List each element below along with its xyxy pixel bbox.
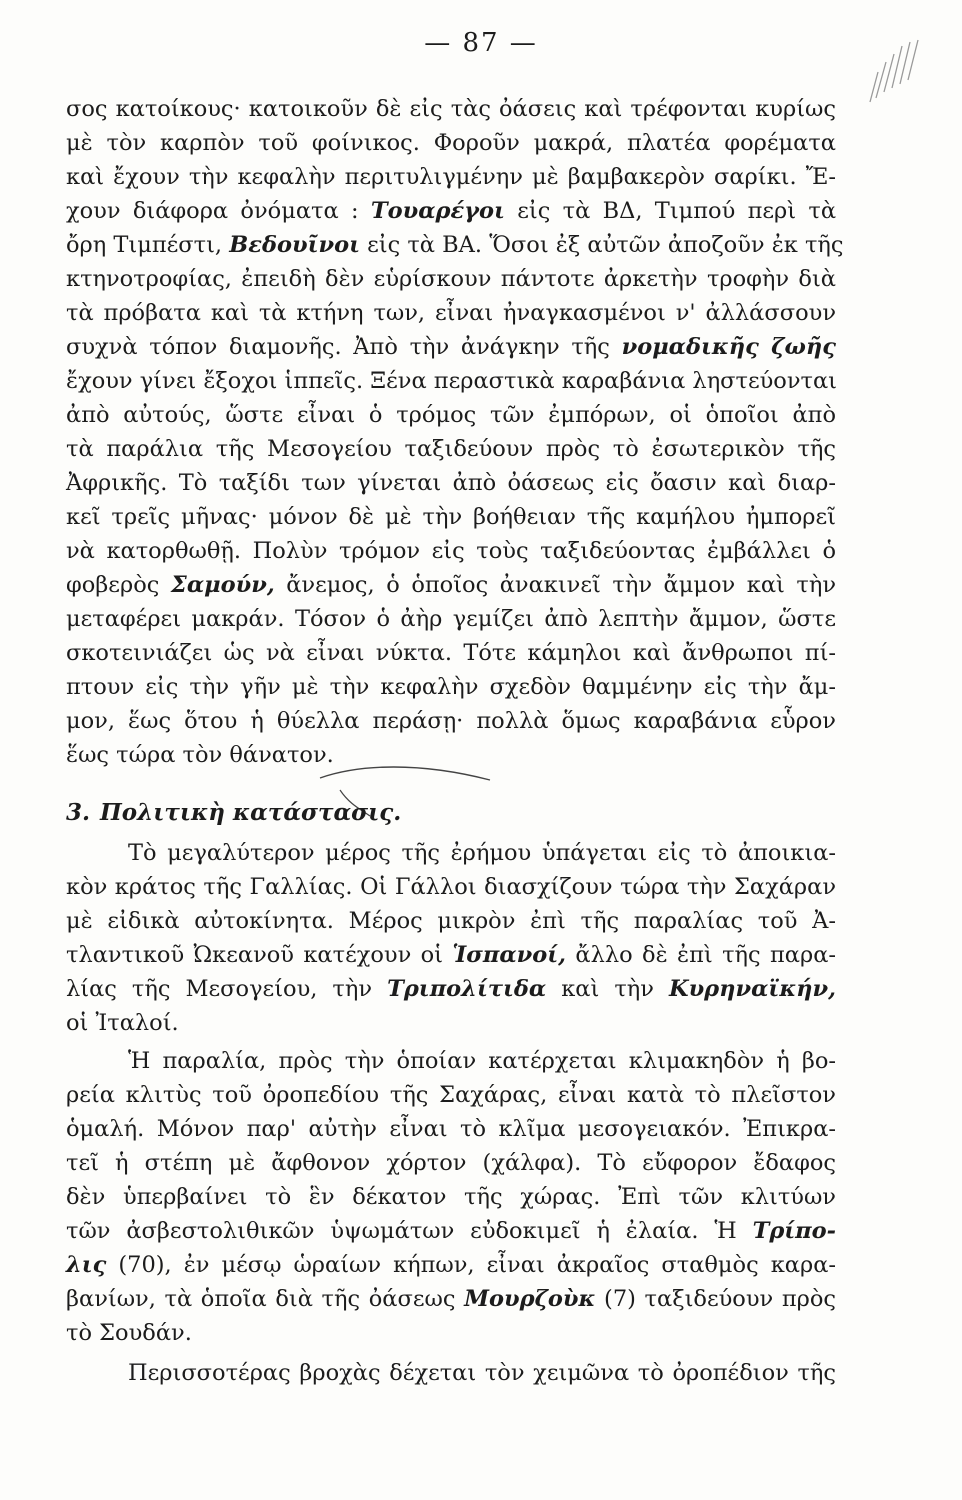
term-tripolis: Τρίπο- (752, 1218, 836, 1244)
text-line: λίας τῆς Μεσογείου, τὴν Τριπολίτιδα καὶ τὴν Κυρηναϊκήν, (66, 976, 836, 1002)
page-number: — 87 — (424, 28, 538, 58)
text-line: τὸ Σουδάν. (66, 1320, 192, 1346)
section-title: Πολιτικὴ κατάστασις. (100, 799, 402, 826)
text-line: μὲ εἰδικὰ αὐτοκίνητα. Μέρος μικρὸν ἐπὶ τῆς παραλίας τοῦ Ἀ- (66, 908, 836, 934)
text-line: Τὸ μεγαλύτερον μέρος τῆς ἐρήμου ὑπάγεται εἰς τὸ ἀποικια- (128, 840, 836, 866)
pencil-scribble-mark (860, 32, 930, 112)
text-line: μὲ τὸν καρπὸν τοῦ φοίνικος. Φοροῦν μακρά, πλατέα φορέματα (66, 130, 836, 156)
text-line: χουν διάφορα ὀνόματα : Τουαρέγοι εἰς τὰ ΒΔ, Τιμπού περὶ τὰ (66, 198, 837, 224)
term-ispanoi: Ἱσπανοί, (452, 942, 567, 968)
text-line: κὸν κράτος τῆς Γαλλίας. Οἱ Γάλλοι διασχίζουν τώρα τὴν Σαχάραν (66, 874, 836, 900)
paragraph-coast (66, 1044, 836, 1350)
section-heading (66, 796, 411, 830)
text-line: βανίων, τὰ ὁποῖα διὰ τῆς ὀάσεως Μουρζοὺκ (7) ταξιδεύουν πρὸς (66, 1286, 837, 1312)
text-line: σκοτεινιάζει ὡς νὰ εἶναι νύκτα. Τότε κάμηλοι καὶ ἄνθρωποι πί- (66, 640, 836, 666)
term-touaregoi: Τουαρέγοι (370, 198, 505, 224)
text-line: τὰ παράλια τῆς Μεσογείου ταξιδεύουν πρὸς τὸ ἐσωτερικὸν τῆς (66, 436, 836, 462)
text-line: πτουν εἰς τὴν γῆν μὲ τὴν κεφαλὴν σχεδὸν θαμμένην εἰς τὴν ἄμ- (66, 674, 836, 700)
text-line: Ἀφρικῆς. Τὸ ταξίδι των γίνεται ἀπὸ ὀάσεως εἰς ὄασιν καὶ διαρ- (66, 470, 836, 496)
text-line: κτηνοτροφίας, ἐπειδὴ δὲν εὑρίσκουν πάντοτε ἀρκετὴν τροφὴν διὰ (66, 266, 836, 292)
text-line: νὰ κατορθωθῇ. Πολὺν τρόμον εἰς τοὺς ταξιδεύοντας ἐμβάλλει ὁ (66, 538, 836, 564)
term-kyrinaiki: Κυρηναϊκήν, (669, 976, 836, 1002)
text-line: ὄρη Τιμπέστι, Βεδουῖνοι εἰς τὰ ΒΑ. Ὅσοι ἐξ αὐτῶν ἀποζοῦν ἐκ τῆς (66, 232, 844, 258)
text-line: Περισσοτέρας βροχὰς δέχεται τὸν χειμῶνα τὸ ὀροπέδιον τῆς (128, 1360, 836, 1386)
text-line: οἱ Ἰταλοί. (66, 1010, 179, 1036)
paragraph-rainfall (66, 1356, 836, 1390)
text-line: ὁμαλή. Μόνον παρ' αὐτὴν εἶναι τὸ κλῖμα μεσογειακόν. Ἐπικρα- (66, 1116, 836, 1142)
section-number: 3. (66, 799, 91, 826)
text-line: ἀπὸ αὐτούς, ὥστε εἶναι ὁ τρόμος τῶν ἐμπόρων, οἱ ὁποῖοι ἀπὸ (66, 402, 836, 428)
text-line: δὲν ὑπερβαίνει τὸ ἓν δέκατον τῆς χώρας. Ἐπὶ τῶν κλιτύων (66, 1184, 836, 1210)
paragraph-political-situation (66, 836, 836, 1040)
text-line: Ἡ παραλία, πρὸς τὴν ὁποίαν κατέρχεται κλιμακηδὸν ἡ βο- (128, 1048, 836, 1074)
text-line: κεῖ τρεῖς μῆνας· μόνον δὲ μὲ τὴν βοήθειαν τῆς καμήλου ἠμπορεῖ (66, 504, 836, 530)
text-line: ἕως τώρα τὸν θάνατον. (66, 742, 334, 768)
term-mourzouk: Μουρζοὺκ (464, 1286, 596, 1312)
text-line: τεῖ ἡ στέπη μὲ ἄφθονον χόρτον (χάλφα). Τὸ εὔφορον ἔδαφος (66, 1150, 836, 1176)
text-line: λις (70), ἐν μέσῳ ὡραίων κήπων, εἶναι ἀκραῖος σταθμὸς καρα- (66, 1252, 836, 1278)
term-tripolis-end: λις (66, 1252, 107, 1278)
term-tripolitida: Τριπολίτιδα (387, 976, 547, 1002)
text-line: σος κατοίκους· κατοικοῦν δὲ εἰς τὰς ὀάσεις καὶ τρέφονται κυρίως (66, 96, 836, 122)
paragraph-nomads (66, 92, 844, 772)
text-line: μον, ἕως ὅτου ἡ θύελλα περάσῃ· πολλὰ ὅμως καραβάνια εὗρον (66, 708, 836, 734)
term-vedouinoi: Βεδουῖνοι (229, 232, 360, 258)
text-line: συχνὰ τόπον διαμονῆς. Ἀπὸ τὴν ἀνάγκην τῆς νομαδικῆς ζωῆς (66, 334, 836, 360)
text-line: καὶ ἔχουν τὴν κεφαλὴν περιτυλιγμένην μὲ βαμβακερὸν σαρίκι. Ἔ- (66, 164, 836, 190)
text-line: μεταφέρει μακράν. Τόσον ὁ ἀὴρ γεμίζει ἀπὸ λεπτὴν ἄμμον, ὥστε (66, 606, 836, 632)
text-line: ρεία κλιτὺς τοῦ ὀροπεδίου τῆς Σαχάρας, εἶναι κατὰ τὸ πλεῖστον (66, 1082, 836, 1108)
text-line: τλαντικοῦ Ὠκεανοῦ κατέχουν οἱ Ἱσπανοί, ἄλλο δὲ ἐπὶ τῆς παρα- (66, 942, 837, 968)
text-line: τὰ πρόβατα καὶ τὰ κτήνη των, εἶναι ἠναγκασμένοι ν' ἀλλάσσουν (66, 300, 836, 326)
text-line: ἔχουν γίνει ἔξοχοι ἱππεῖς. Ξένα περαστικὰ καραβάνια ληστεύονται (66, 368, 837, 394)
text-line: φοβερὸς Σαμούν, ἄνεμος, ὁ ὁποῖος ἀνακινεῖ τὴν ἄμμον καὶ τὴν (66, 572, 837, 598)
term-samoun: Σαμούν, (170, 572, 275, 598)
text-line: τῶν ἀσβεστολιθικῶν ὑψωμάτων εὐδοκιμεῖ ἡ ἐλαία. Ἡ Τρίπο- (66, 1218, 836, 1244)
term-nomadiki-zoi: νομαδικῆς ζωῆς (621, 334, 836, 360)
